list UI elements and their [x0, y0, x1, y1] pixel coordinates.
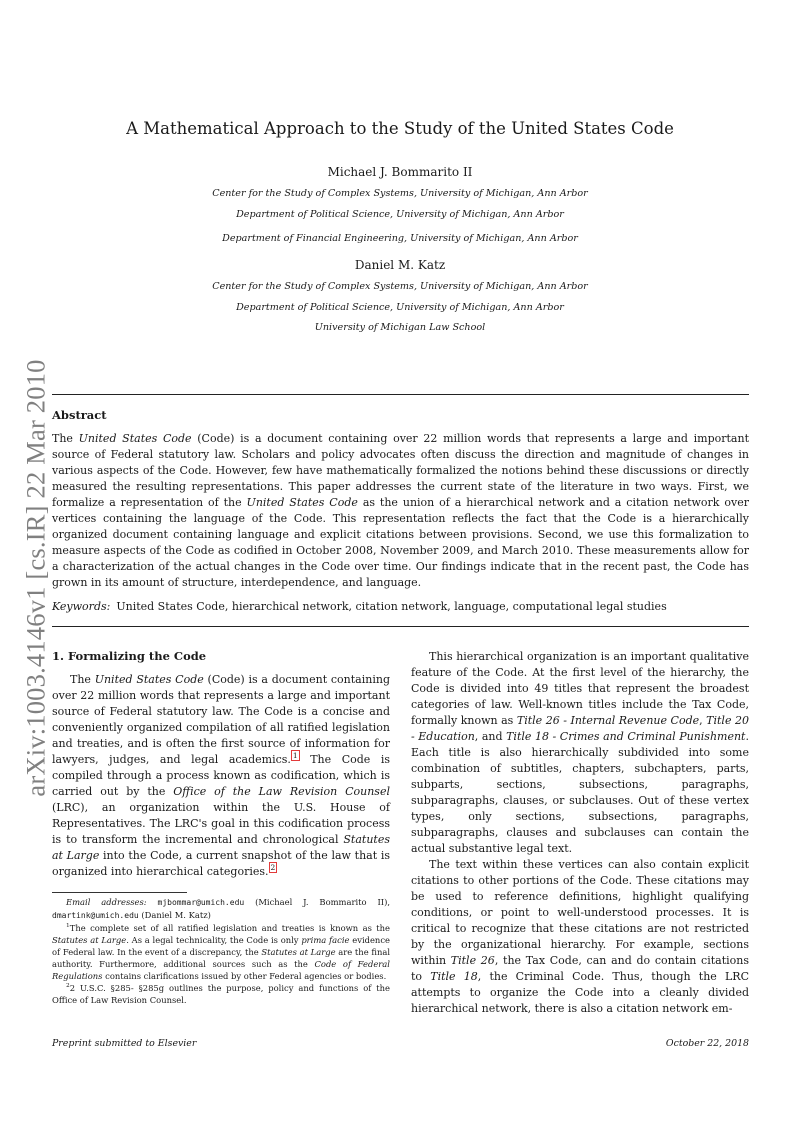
email-link-2[interactable]: dmartink@umich.edu [52, 911, 139, 920]
author-2-affiliation-1: Center for the Study of Complex Systems, University of Michigan, Ann Arbor [212, 281, 588, 292]
footnote-rule [52, 892, 187, 893]
keywords-label: Keywords: [52, 600, 111, 613]
author-2-name: Daniel M. Katz [354, 258, 446, 272]
section-heading: 1. Formalizing the Code [52, 649, 207, 663]
footnotes [52, 896, 390, 1006]
email-link-1[interactable]: mjbommar@umich.edu [157, 898, 245, 907]
footer-date: October 22, 2018 [665, 1038, 749, 1049]
abstract-bottom-rule [52, 626, 749, 627]
footnote-2: $^2$2 U.S.C. §285- §285g outlines the purpose, policy and functions of the Office of Law Revision Counsel. [52, 983, 390, 1005]
footnote-emails: Email addresses: mjbommar@umich.edu (Michael J. Bommarito II), dmartink@umich.edu (Daniel M. Katz) [52, 897, 390, 920]
author-1-affiliation-2: Department of Political Science, University of Michigan, Ann Arbor [236, 209, 564, 220]
abstract-body: The United States Code (Code) is a document containing over 22 million words that represents a large and important source of Federal statutory law. Scholars and policy advocates often discuss the direction and magnitude of changes in various aspects of the Code. However, few have mathematically formalized the notions behind these discussions or directly measured the resulting representations. This paper addresses the current state of the literature in two ways. First, we formalize a representation of the United States Code as the union of a hierarchical network and a citation network over vertices containing the language of the Code. This representation reflects the fact that the Code is a hierarchically organized document containing language and explicit citations between provisions. Second, we use this formalization to measure aspects of the Code as codified in October 2008, November 2009, and March 2010. These measurements allow for a characterization of the actual changes in the Code over time. Our findings indicate that in the recent past, the Code has grown in its amount of structure, interdependence, and language. [52, 432, 749, 589]
paragraph: The United States Code (Code) is a document containing over 22 million words that represents a large and important source of Federal statutory law. The Code is a concise and conveniently organized compilation of all ratified legislation and treaties, and is often the first source of information for lawyers, judges, and legal academics. $^1$ The Code is compiled through a process known as codification, which is carried out by the Office of the Law Revision Counsel (LRC), an organization within the U.S. House of Representatives. The LRC's goal in this codification process is to transform the incremental and chronological Statutes at Large into the Code, a current snapshot of the law that is organized into hierarchical categories. $^2$ [52, 673, 390, 878]
footnote-2-link[interactable]: 2 [270, 863, 276, 873]
footnote-1-link[interactable]: 1 [292, 751, 298, 761]
left-column-text [52, 672, 390, 880]
abstract-top-rule [52, 394, 749, 395]
author-2-affiliation-2: Department of Political Science, University of Michigan, Ann Arbor [236, 302, 564, 313]
footnote-1: $^1$The complete set of all ratified legislation and treaties is known as the Statutes at Large. As a legal technicality, the Code is only prima facie evidence of Federal law. In the event of a discrepancy, the Statutes at Large are the final authority. Furthermore, additional sources such as the Code of Federal Regulations contains clarifications issued by other Federal agencies or bodies. [52, 923, 391, 981]
author-1-affiliation-3: Department of Financial Engineering, University of Michigan, Ann Arbor [222, 233, 578, 244]
author-1-affiliation-1: Center for the Study of Complex Systems, University of Michigan, Ann Arbor [212, 188, 588, 199]
arxiv-stamp [15, 359, 57, 797]
author-1-name: Michael J. Bommarito II [327, 165, 473, 179]
paper-title: A Mathematical Approach to the Study of the United States Code [126, 119, 674, 138]
paragraph: This hierarchical organization is an important qualitative feature of the Code. At the first level of the hierarchy, the Code is divided into 49 titles that represent the broadest categories of law. Well-known titles include the Tax Code, formally known as Title 26 - Internal Revenue Code, Title 20 - Education, and Title 18 - Crimes and Criminal Punishment. Each title is also hierarchically subdivided into some combination of subtitles, chapters, subchapters, parts, subparts, sections, subsections, paragraphs, subparagraphs, clauses, or subclauses. Out of these vertex types, only sections, subsections, paragraphs, subparagraphs, clauses and subclauses can contain the actual substantive legal text. [411, 650, 749, 855]
keywords [52, 600, 749, 613]
keywords-text: United States Code, hierarchical network, citation network, language, computational legal studies [116, 600, 667, 613]
author-2-affiliation-3: University of Michigan Law School [314, 322, 486, 333]
footer-preprint: Preprint submitted to Elsevier [52, 1038, 197, 1049]
right-column-text [411, 649, 749, 1017]
arxiv-stamp-text: arXiv:1003.4146v1 [cs.IR] 22 Mar 2010 [20, 359, 51, 797]
paragraph: The text within these vertices can also contain explicit citations to other portions of the Code. These citations may be used to reference definitions, highlight qualifying conditions, or point to well-understood processes. It is critical to recognize that these citations are not restricted by the organizational hierarchy. For example, sections within Title 26, the Tax Code, can and do contain citations to Title 18, the Criminal Code. Thus, though the LRC attempts to organize the Code into a cleanly divided hierarchical network, there is also a citation network em- [411, 858, 750, 1015]
abstract-heading: Abstract [52, 408, 107, 422]
